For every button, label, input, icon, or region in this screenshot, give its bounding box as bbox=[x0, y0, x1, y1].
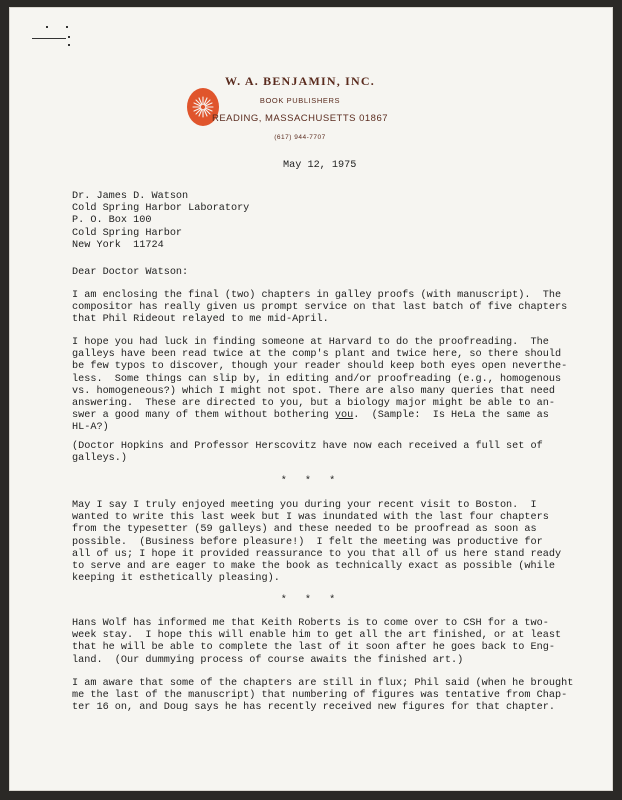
address-line: P. O. Box 100 bbox=[72, 215, 152, 227]
text-line: be few typos to discover, though your reader should keep both eyes open neverthe- bbox=[72, 361, 568, 373]
text-line: all of us; I hope it provided reassurance to you that all of us here stand ready bbox=[72, 548, 562, 560]
text-line: vs. homogeneous?) which I might not spot. There are also many queries that need bbox=[72, 385, 555, 397]
address-line: Cold Spring Harbor Laboratory bbox=[72, 203, 250, 215]
text-line: week stay. I hope this will enable him to get all the art finished, or at least bbox=[72, 630, 562, 642]
address-line: Dr. James D. Watson bbox=[72, 191, 189, 202]
text-line: I am enclosing the final (two) chapters in galley proofs (with manuscript). The bbox=[72, 290, 562, 301]
text-line: I hope you had luck in finding someone at Harvard to do the proofreading. The bbox=[72, 337, 549, 348]
text-line: ter 16 on, and Doug says he has recently received new figures for that chapter. bbox=[72, 702, 555, 714]
letter-page bbox=[10, 8, 612, 790]
text-line: less. Some things can slip by, in editing and/or proofreading (e.g., homogenous bbox=[72, 373, 562, 385]
text-line: answering. These are directed to you, but a biology major might be able to an- bbox=[72, 398, 555, 410]
text-line: that he will be able to complete the last of it soon after he goes back to Eng- bbox=[72, 642, 555, 654]
text-line: . (Sample: Is HeLa the same as bbox=[353, 410, 549, 422]
text-line: keeping it esthetically pleasing). bbox=[72, 573, 280, 585]
text-line: May I say I truly enjoyed meeting you during your recent visit to Boston. I bbox=[72, 500, 537, 511]
paragraph-enclosure bbox=[72, 290, 567, 327]
text-line: possible. (Business before pleasure!) I felt the meeting was productive for bbox=[72, 536, 543, 548]
text-line: (Doctor Hopkins and Professor Herscovitz have now each received a full set of bbox=[72, 441, 543, 452]
text-line: that Phil Rideout relayed to me mid-April. bbox=[72, 314, 329, 326]
company-name: W. A. BENJAMIN, INC. bbox=[225, 74, 375, 88]
section-separator: * * * bbox=[280, 595, 342, 606]
company-division: BOOK PUBLISHERS bbox=[259, 96, 341, 105]
letter-date: May 12, 1975 bbox=[283, 160, 357, 171]
text-line: swer a good many of them without bothering bbox=[72, 410, 335, 422]
paragraph-meeting bbox=[72, 500, 561, 585]
paragraph-galleys bbox=[72, 441, 543, 465]
text-line: Hans Wolf has informed me that Keith Roberts is to come over to CSH for a two- bbox=[72, 618, 549, 629]
recipient-address bbox=[72, 191, 249, 252]
text-line: galleys.) bbox=[72, 453, 128, 465]
letterhead bbox=[10, 8, 612, 148]
company-city: READING, MASSACHUSETTS 01867 bbox=[211, 113, 389, 124]
text-line: land. (Our dummying process of course awaits the finished art.) bbox=[72, 654, 464, 666]
text-line: galleys have been read twice at the comp's plant and twice here, so there should bbox=[72, 349, 562, 361]
text-line: HL-A?) bbox=[72, 422, 109, 434]
text-line: I am aware that some of the chapters are still in flux; Phil said (when he brought bbox=[72, 678, 574, 689]
text-line: to serve and are eager to make the book as technically exact as possible (while bbox=[72, 561, 555, 573]
paragraph-proofreading bbox=[72, 337, 567, 435]
underlined-word: you bbox=[334, 410, 354, 422]
text-line: me the last of the manuscript) that numbering of figures was tentative from Chap- bbox=[72, 690, 568, 702]
text-line: compositor has really given us prompt service on that last batch of five chapters bbox=[72, 302, 568, 314]
address-line: New York 11724 bbox=[72, 239, 164, 251]
company-phone: (617) 944-7707 bbox=[274, 134, 326, 141]
text-line: wanted to write this last week but I was inundated with the last four chapters bbox=[72, 512, 549, 524]
salutation: Dear Doctor Watson: bbox=[72, 267, 189, 278]
paragraph-chapters bbox=[72, 678, 573, 715]
section-separator: * * * bbox=[280, 476, 342, 487]
address-line: Cold Spring Harbor bbox=[72, 227, 183, 239]
text-line: from the typesetter (59 galleys) and these needed to be proofread as soon as bbox=[72, 524, 537, 536]
paragraph-artwork bbox=[72, 618, 561, 667]
